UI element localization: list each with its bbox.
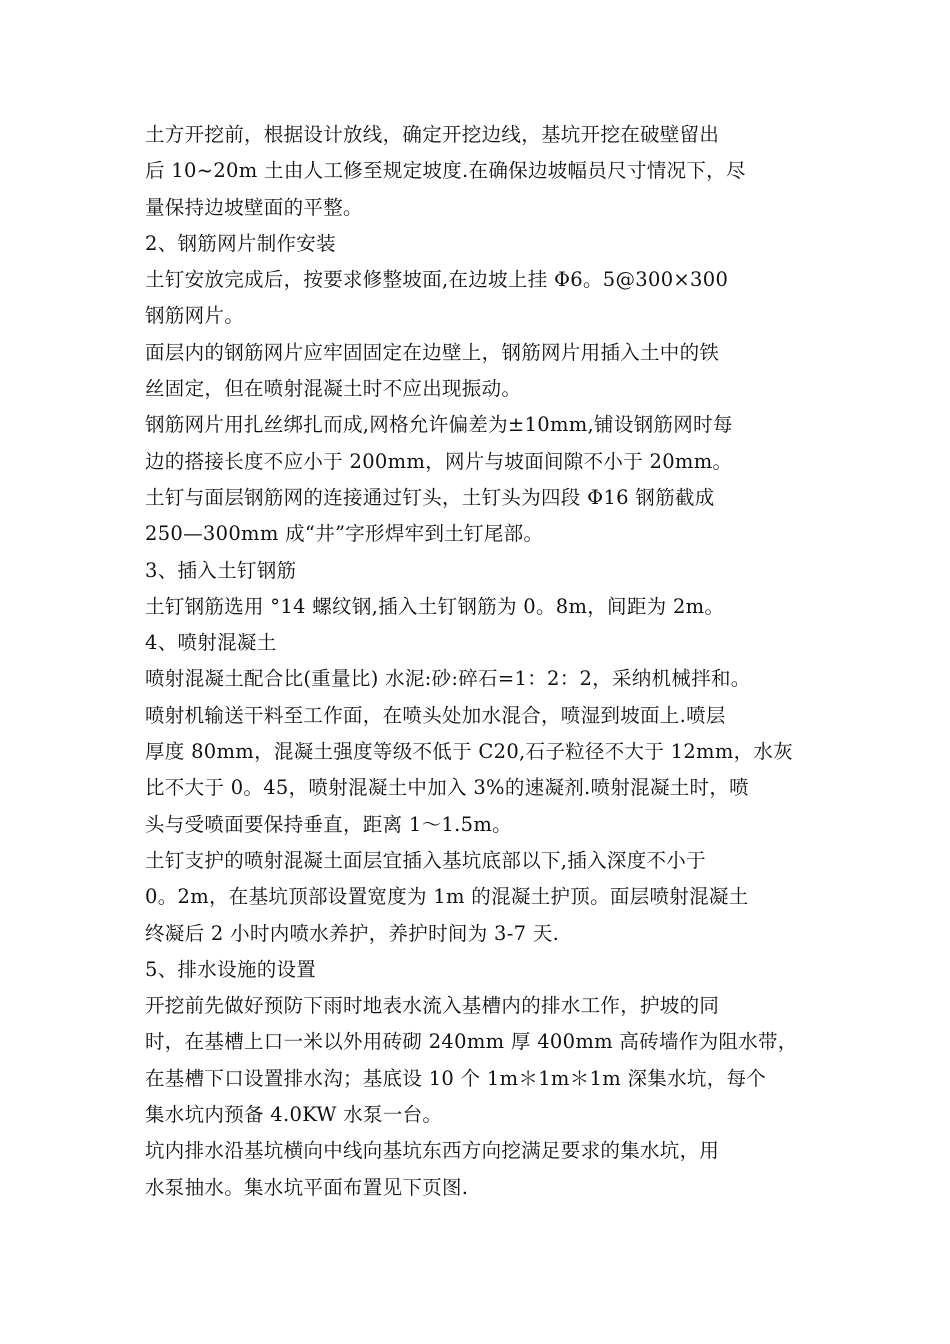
text-line: 钢筋网片。 [145, 304, 245, 328]
document-body [145, 117, 825, 1206]
section-heading: 4、喷射混凝土 [145, 631, 277, 655]
text-line: 终凝后 2 小时内喷水养护，养护时间为 3-7 天. [145, 921, 560, 945]
text-line: 量保持边坡壁面的平整。 [145, 195, 363, 219]
text-line: 喷射混凝土配合比(重量比) 水泥:砂:碎石=1：2：2，采纳机械拌和。 [145, 667, 751, 691]
text-line: 土方开挖前，根据设计放线，确定开挖边线，基坑开挖在破壁留出 [145, 123, 720, 146]
text-line: 喷射机输送干料至工作面，在喷头处加水混合，喷湿到坡面上.喷层 [145, 703, 726, 727]
section-heading: 5、排水设施的设置 [145, 957, 317, 981]
section-heading: 2、钢筋网片制作安装 [145, 231, 336, 255]
text-line: 后 10~20m 土由人工修至规定坡度.在确保边坡幅员尺寸情况下，尽 [145, 159, 746, 183]
text-line: 头与受喷面要保持垂直，距离 1～1.5m。 [145, 812, 512, 836]
section-heading: 3、插入土钉钢筋 [145, 558, 297, 582]
text-line: 土钉安放完成后，按要求修整坡面,在边坡上挂 Φ6。5@300×300 [145, 268, 729, 292]
text-line: 丝固定，但在喷射混凝土时不应出现振动。 [145, 377, 522, 401]
text-line: 土钉钢筋选用 °14 螺纹钢,插入土钉钢筋为 0。8m，间距为 2m。 [145, 594, 725, 618]
text-line: 时，在基槽上口一米以外用砖砌 240mm 厚 400mm 高砖墙作为阻水带， [145, 1030, 798, 1054]
text-line: 水泵抽水。集水坑平面布置见下页图. [145, 1175, 469, 1199]
text-line: 坑内排水沿基坑横向中线向基坑东西方向挖满足要求的集水坑，用 [145, 1139, 720, 1163]
text-line: 土钉与面层钢筋网的连接通过钉头，土钉头为四段 Φ16 钢筋截成 [145, 485, 715, 509]
text-line: 厚度 80mm，混凝土强度等级不低于 C20,石子粒径不大于 12mm，水灰 [145, 740, 794, 764]
text-line: 250—300mm 成“井”字形焊牢到土钉尾部。 [145, 522, 544, 546]
text-line: 钢筋网片用扎丝绑扎而成,网格允许偏差为±10mm,铺设钢筋网时每 [145, 413, 733, 437]
text-line: 边的搭接长度不应小于 200mm，网片与坡面间隙不小于 20mm。 [145, 449, 733, 473]
text-line: 土钉支护的喷射混凝土面层宜插入基坑底部以下,插入深度不小于 [145, 848, 706, 872]
text-line: 集水坑内预备 4.0KW 水泵一台。 [145, 1103, 443, 1127]
text-line: 在基槽下口设置排水沟；基底设 10 个 1m＊1m＊1m 深集水坑，每个 [145, 1066, 767, 1090]
text-line: 面层内的钢筋网片应牢固固定在边壁上，钢筋网片用插入土中的铁 [145, 340, 720, 364]
text-line: 比不大于 0。45，喷射混凝土中加入 3%的速凝剂.喷射混凝土时，喷 [145, 776, 749, 800]
text-line: 0。2m，在基坑顶部设置宽度为 1m 的混凝土护顶。面层喷射混凝土 [145, 885, 749, 909]
text-line: 开挖前先做好预防下雨时地表水流入基槽内的排水工作，护坡的同 [145, 994, 720, 1018]
